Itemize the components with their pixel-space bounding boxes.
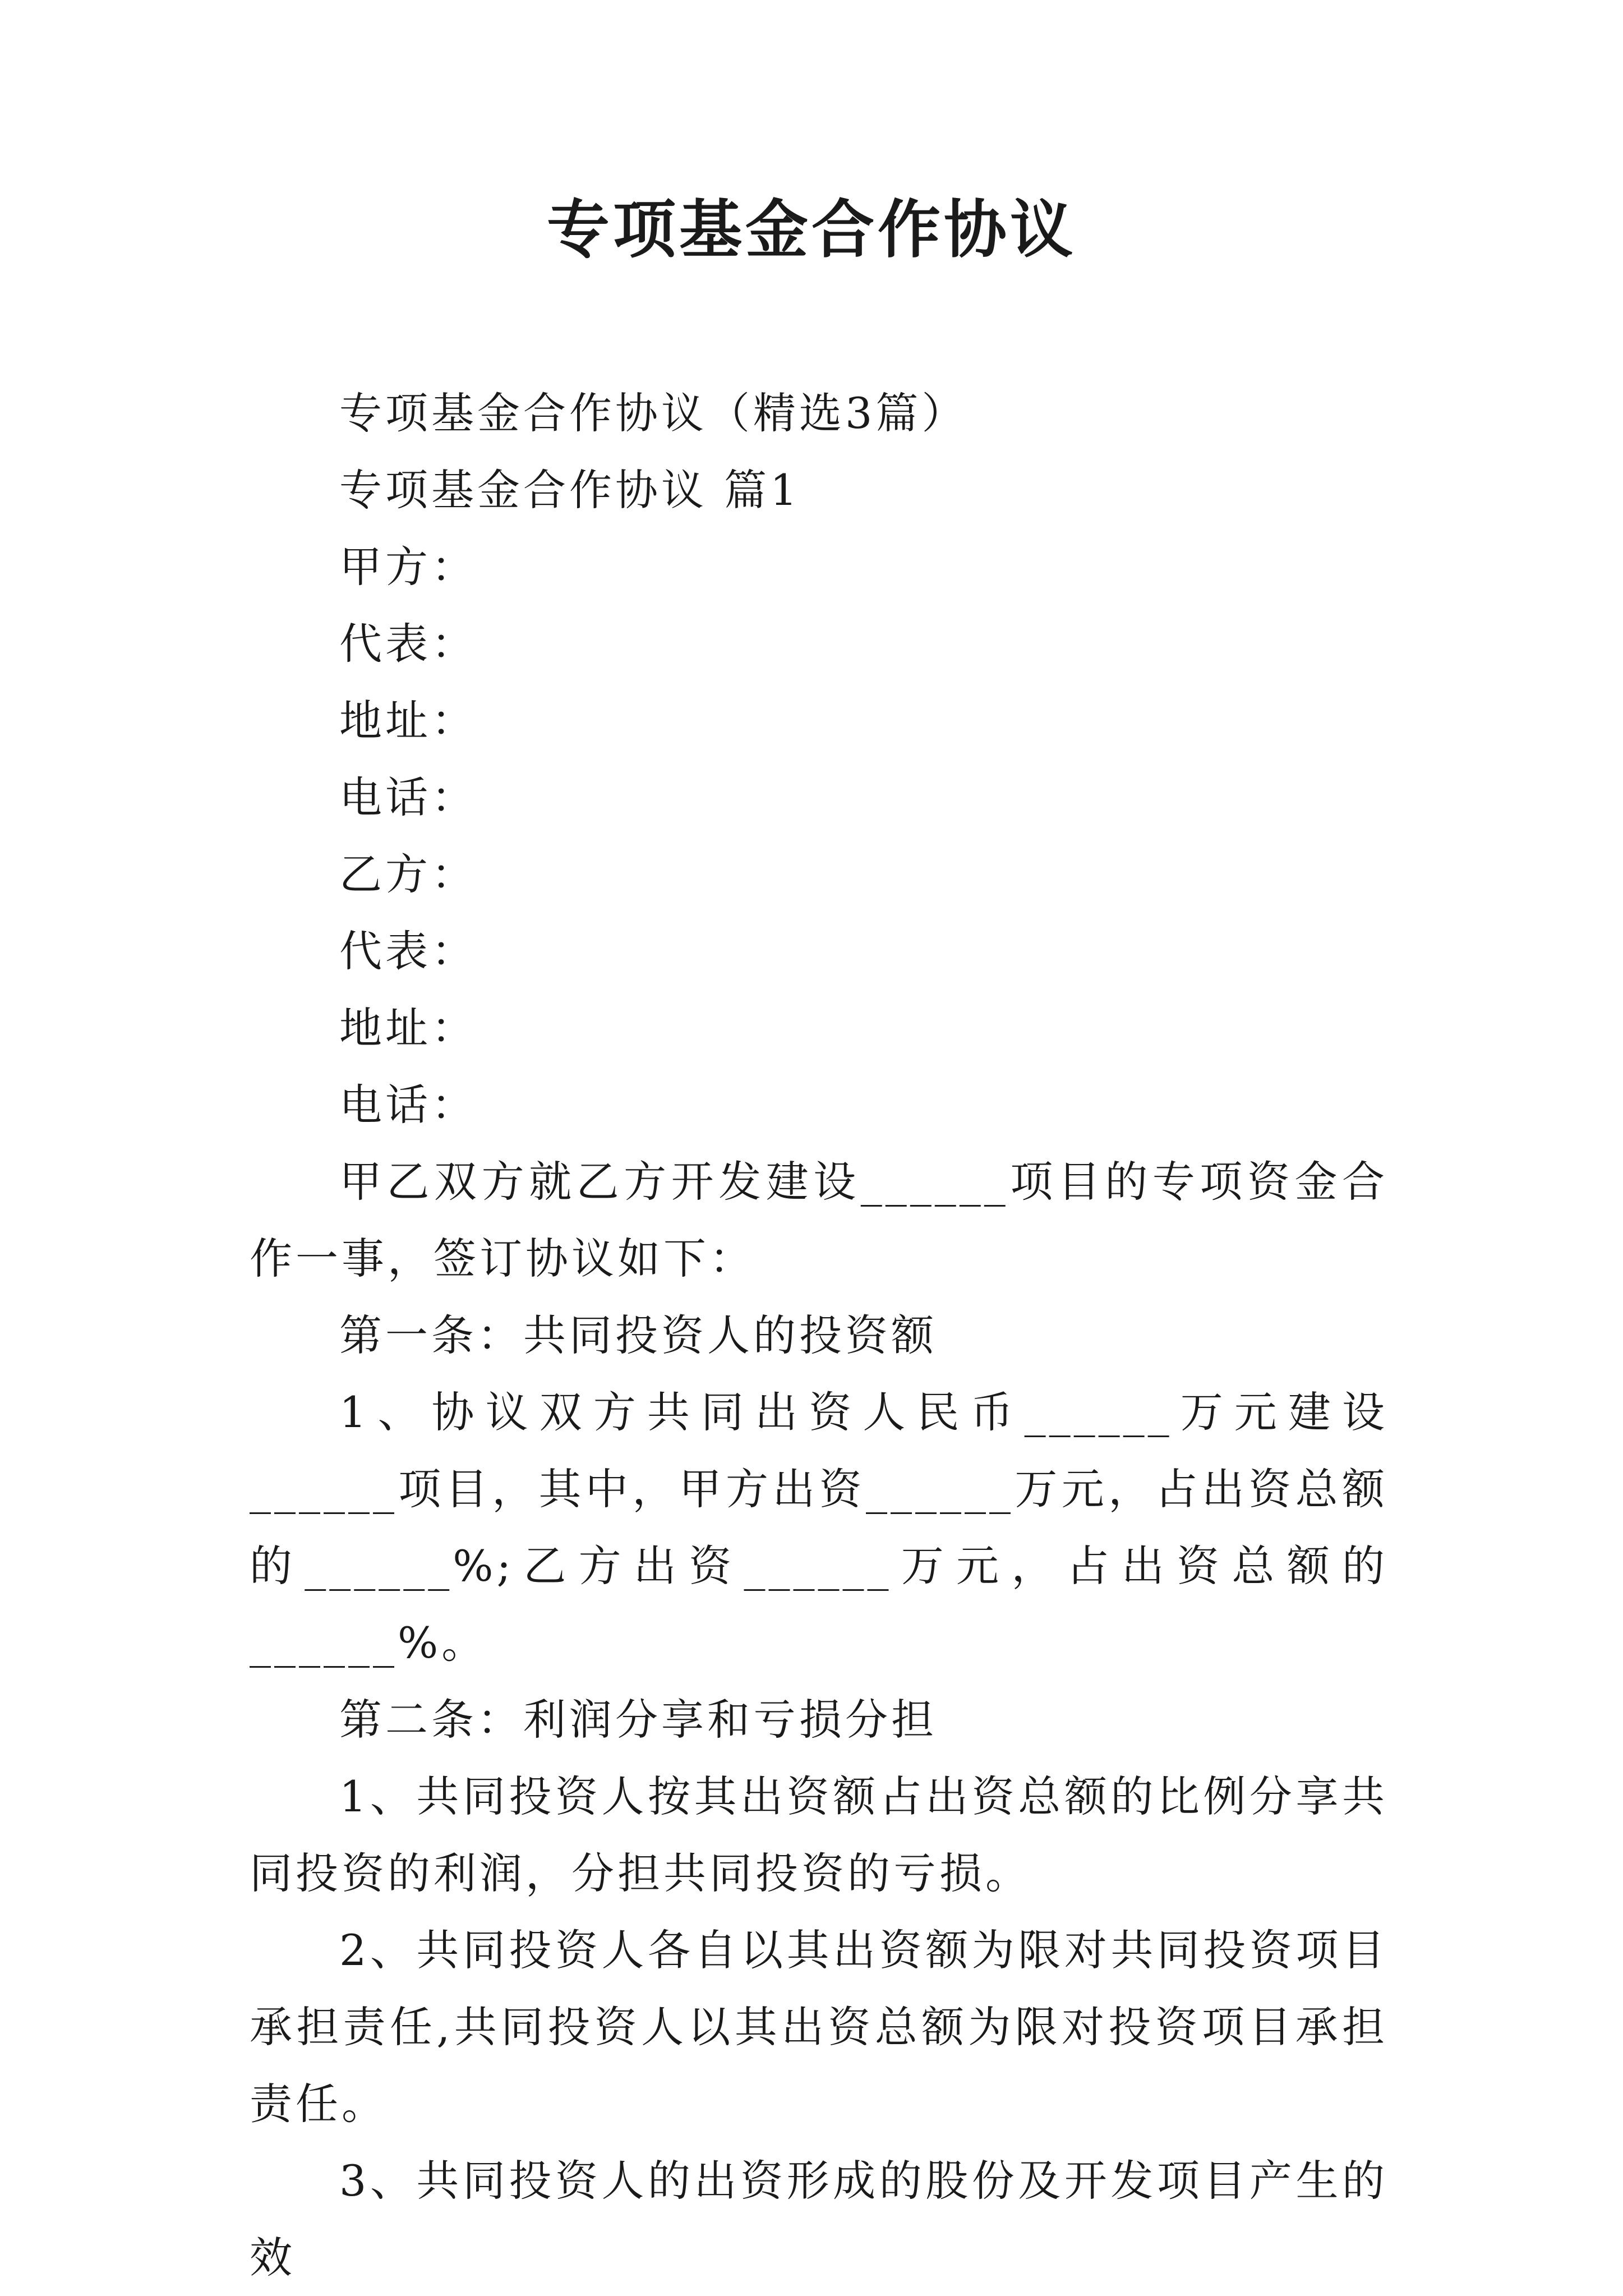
party-a-representative: 代表： [339,619,477,669]
party-a-phone: 电话： [339,772,477,822]
party-a-address: 地址： [339,696,477,746]
party-a-label: 甲方： [339,542,477,592]
paragraph-preamble: 甲乙双方就乙方开发建设______项目的专项资金合作一事，签订协议如下： [250,1157,1388,1283]
document-body [250,375,1388,2296]
party-b-label: 乙方： [339,849,477,899]
paragraph-subtitle: 专项基金合作协议（精选3篇） [339,388,968,438]
article-1-clause-1: 1、协议双方共同出资人民币______万元建设______项目，其中，甲方出资______万元，占出资总额的______%;乙方出资______万元，占出资总额的______%。 [250,1387,1388,1668]
article-2-clause-3: 3、共同投资人的出资形成的股份及开发项目产生的效 [250,2156,1388,2283]
article-1-heading: 第一条：共同投资人的投资额 [339,1310,937,1360]
article-2-heading: 第二条：利润分享和亏损分担 [339,1695,937,1745]
document-title: 专项基金合作协议 [547,193,1076,266]
party-b-phone: 电话： [339,1080,477,1130]
paragraph-section-heading: 专项基金合作协议 篇1 [339,465,801,515]
article-2-clause-1: 1、共同投资人按其出资额占出资总额的比例分享共同投资的利润，分担共同投资的亏损。 [250,1772,1388,1898]
party-b-representative: 代表： [339,926,477,976]
article-2-clause-2: 2、共同投资人各自以其出资额为限对共同投资项目承担责任,共同投资人以其出资总额为限对投资项目承担责任。 [250,1925,1388,2129]
party-b-address: 地址： [339,1003,477,1053]
